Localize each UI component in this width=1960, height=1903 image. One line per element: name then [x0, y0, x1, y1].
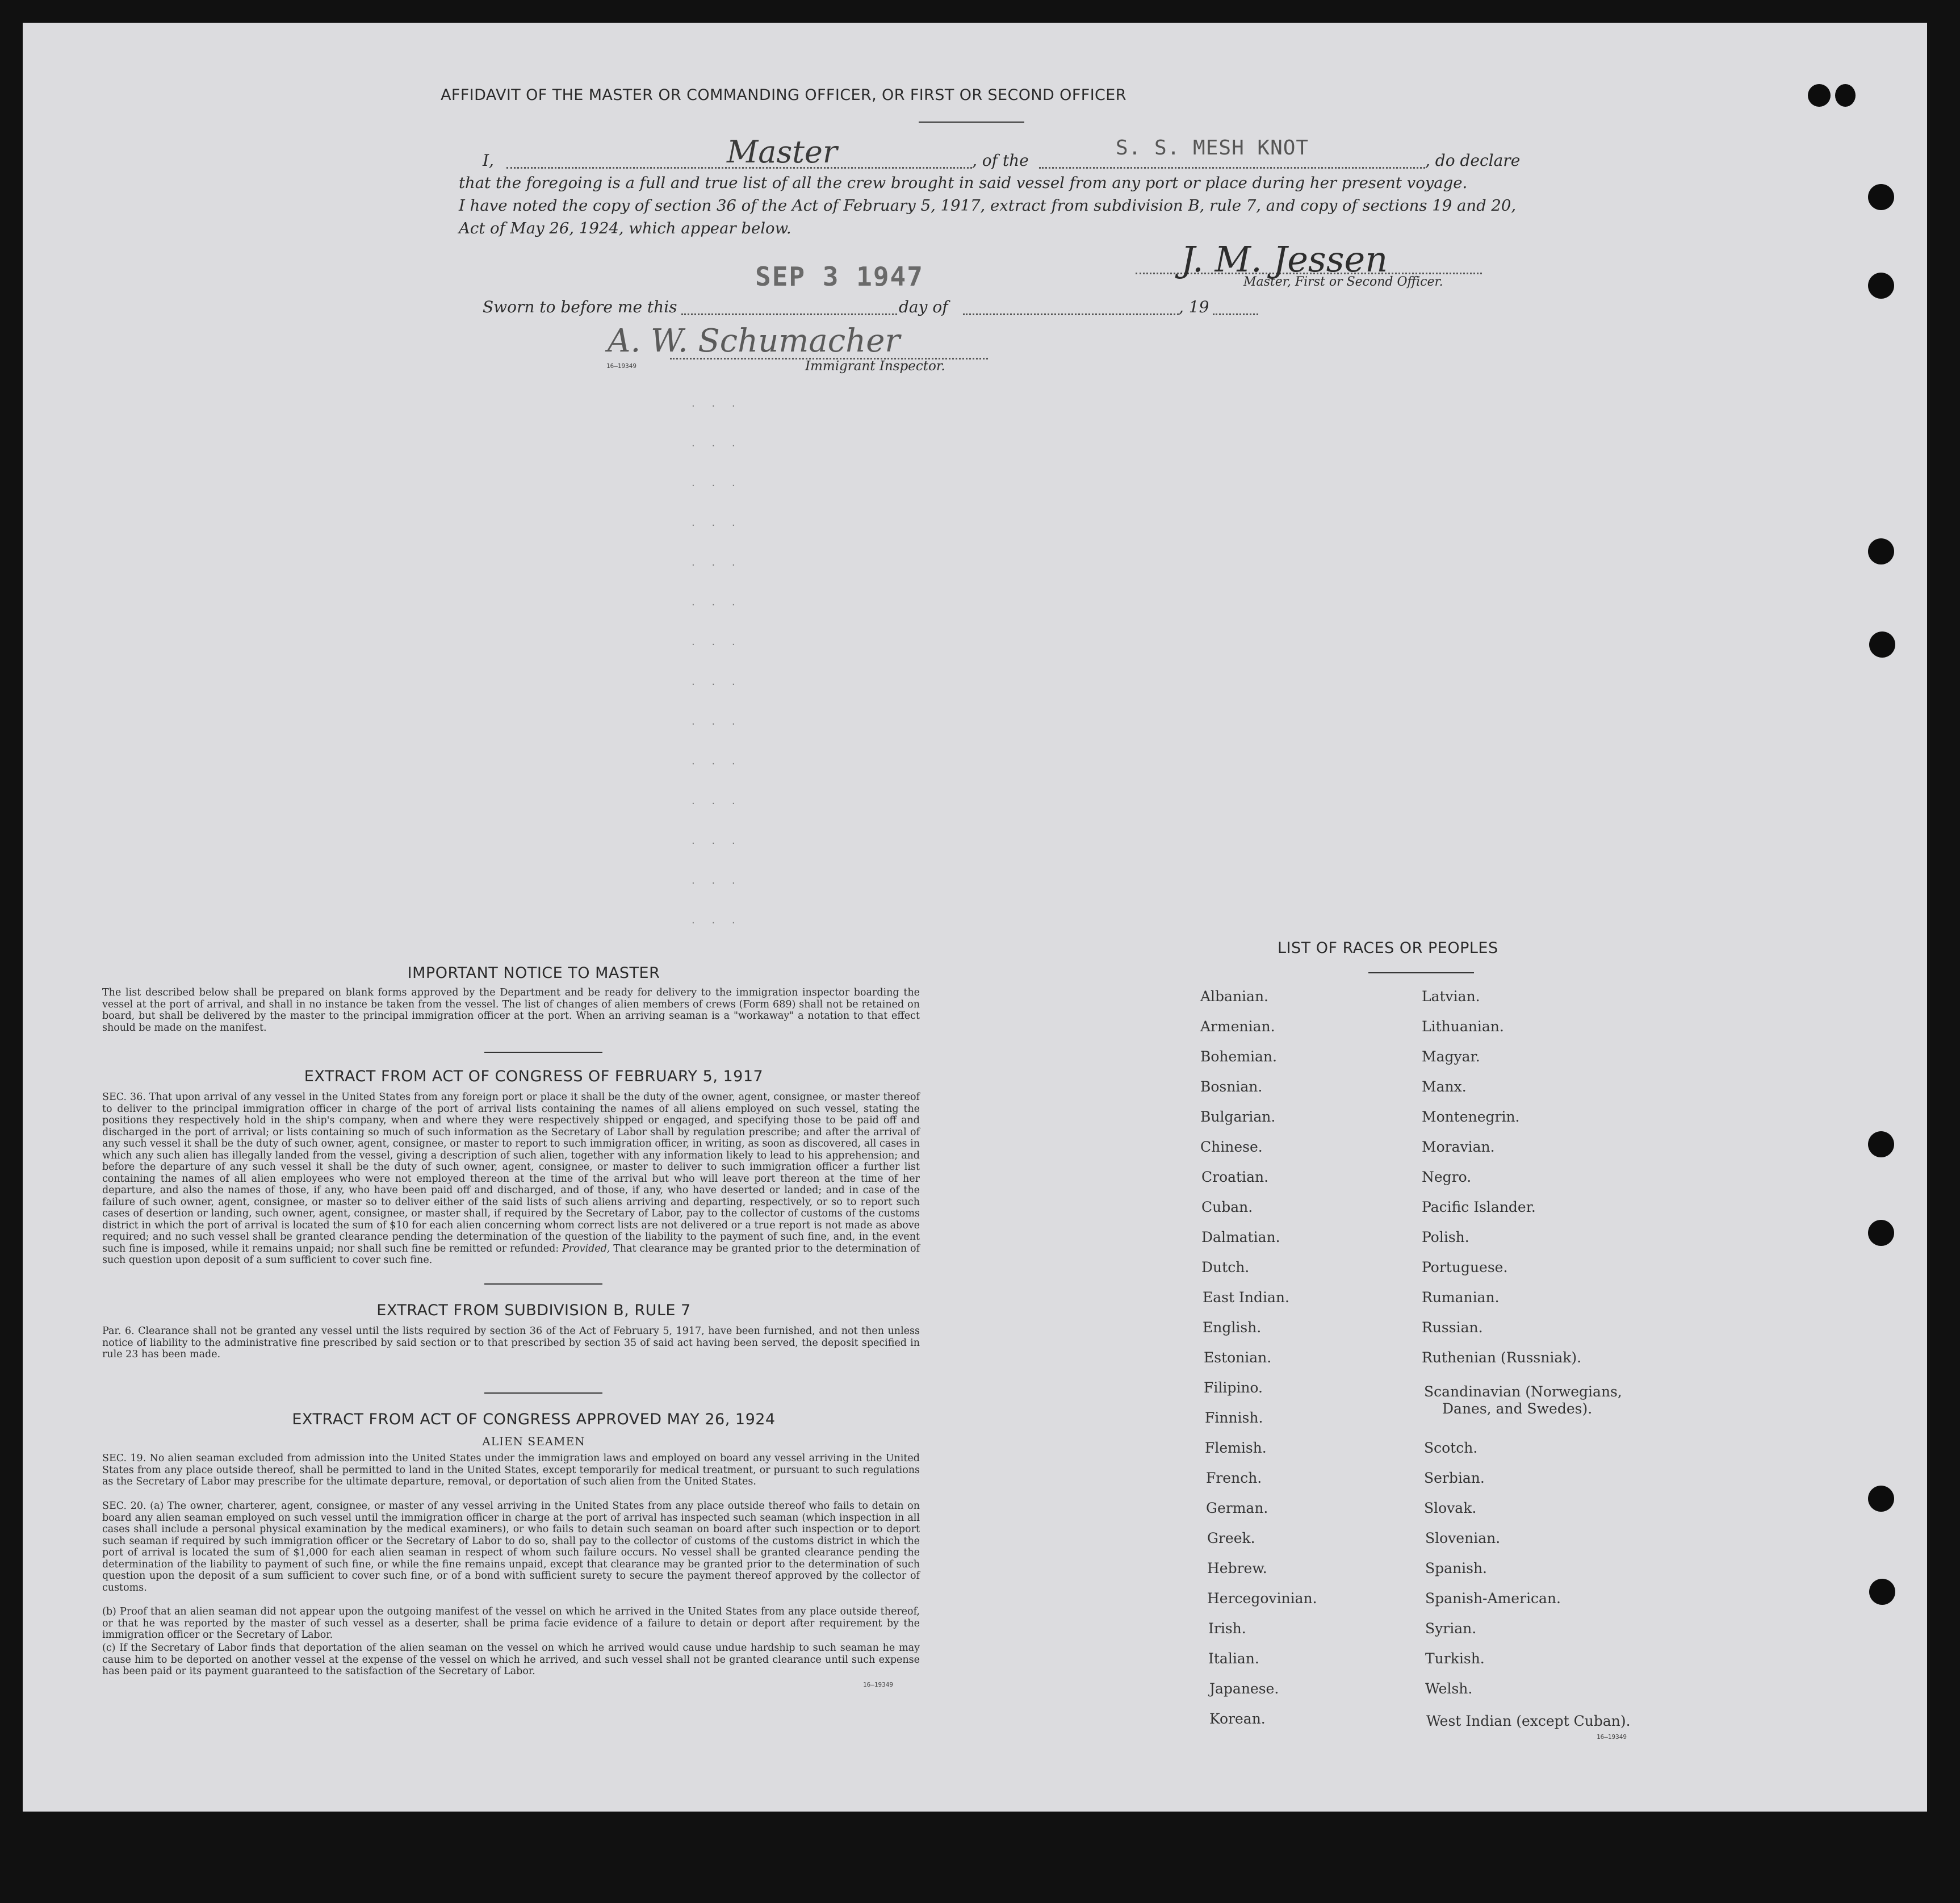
race-item: Russian. [1422, 1319, 1483, 1336]
race-item: Estonian. [1204, 1349, 1272, 1366]
race-item: Finnish. [1205, 1410, 1263, 1426]
race-item: Montenegrin. [1422, 1109, 1520, 1125]
sec-19-text: SEC. 19. No alien seaman excluded from admission into the United States under the immigration laws and employed on board any vessel arriving in the United States from any place outside thereof, shall be permitted to land in the United States, except temporarily for medical treatment, or pursuant to such regulations as the Secretary of Labor may prescribe for the ultimate departure, removal, or deportation of such alien from the United States. [102, 1453, 920, 1487]
race-item: Hercegovinian. [1207, 1590, 1317, 1607]
divider [484, 1283, 602, 1285]
race-item: Welsh. [1425, 1680, 1473, 1697]
vessel-name: S. S. MESH KNOT [1116, 136, 1309, 160]
race-item: Portuguese. [1422, 1259, 1508, 1275]
race-item: Italian. [1208, 1650, 1259, 1667]
race-item: Negro. [1422, 1169, 1472, 1185]
sworn-month-line [963, 313, 1179, 315]
form-number: 16—19349 [1597, 1733, 1627, 1741]
vessel-line [1039, 167, 1425, 169]
inspector-signature: A. W. Schumacher [608, 323, 901, 359]
i-label: I, [483, 151, 494, 170]
race-item: Cuban. [1201, 1199, 1253, 1215]
sworn-year-line [1213, 313, 1258, 315]
race-item: Latvian. [1422, 988, 1480, 1005]
punch-hole [1868, 273, 1894, 299]
notice-title: IMPORTANT NOTICE TO MASTER [407, 964, 660, 982]
race-item: Polish. [1422, 1229, 1469, 1245]
race-item: Danes, and Swedes). [1442, 1400, 1593, 1417]
race-item: Korean. [1209, 1710, 1266, 1727]
divider [919, 122, 1024, 123]
race-item: Slovak. [1424, 1500, 1477, 1516]
race-item: Irish. [1208, 1620, 1246, 1637]
race-item: Dutch. [1201, 1259, 1250, 1275]
race-item: Lithuanian. [1422, 1018, 1504, 1035]
punch-hole [1868, 1220, 1894, 1246]
rule-7-title: EXTRACT FROM SUBDIVISION B, RULE 7 [376, 1302, 691, 1319]
race-item: Slovenian. [1425, 1530, 1501, 1546]
race-item: East Indian. [1203, 1289, 1289, 1306]
race-item: Bosnian. [1200, 1078, 1263, 1095]
race-item: Moravian. [1422, 1139, 1495, 1155]
race-item: Greek. [1207, 1530, 1255, 1546]
race-item: Bulgarian. [1200, 1109, 1276, 1125]
punch-hole [1868, 1486, 1894, 1512]
sec-20a-text: SEC. 20. (a) The owner, charterer, agent, consignee, or master of any vessel arriving in the United States from any place outside thereof who fails to detain on board any alien seaman employed on such vessel until the immigration officer in charge at the port of arrival has inspected such seaman (which inspection in all cases shall include a personal physical examination by the medical examiners), or who fails to detain such seaman on board after such inspection or to deport such seaman if required by such immigration officer or the Secretary of Labor to do so, shall pay to the collector of customs of the customs district in which the port of arrival is located the sum of $1,000 for each alien seaman in respect of whom such failure occurs. No vessel shall be granted clearance pending the determination of the liability to payment of such fine, or while the fine remains unpaid, except that clearance may be granted prior to the determination of such question upon the deposit of a sum sufficient to cover such fine, or of a bond with sufficient surety to secure the payment thereof approved by the collector of customs. [102, 1500, 920, 1593]
punch-hole [1808, 84, 1831, 107]
race-item: Hebrew. [1207, 1560, 1267, 1576]
race-item: Scandinavian (Norwegians, [1424, 1383, 1622, 1400]
race-item: West Indian (except Cuban). [1426, 1713, 1631, 1729]
race-item: Filipino. [1204, 1379, 1263, 1396]
punch-hole [1869, 631, 1895, 658]
races-title: LIST OF RACES OR PEOPLES [1278, 939, 1498, 957]
sec-20b-text: (b) Proof that an alien seaman did not appear upon the outgoing manifest of the vessel on which he arrived in the United States from any place outside thereof, or that he was reported by the master of such vessel as a deserter, shall be prima facie evidence of a failure to detain or deport after requirement by the immigration officer or the Secretary of Labor. [102, 1606, 920, 1641]
do-declare: , do declare [1425, 151, 1521, 170]
divider [1368, 972, 1474, 973]
race-item: Japanese. [1209, 1680, 1279, 1697]
race-item: Scotch. [1424, 1440, 1478, 1456]
notice-text: The list described below shall be prepared on blank forms approved by the Department and be ready for delivery to the immigration inspector boarding the vessel at the port of arrival, and shall in no instance be taken from the vessel. The list of changes of alien members of crews (Form 689) shall not be retained on board, but shall be delivered by the master to the principal immigration officer at the port. When an arriving seaman is a "workaway" a notation to that effect should be made on the manifest. [102, 987, 920, 1034]
punch-hole [1835, 84, 1856, 107]
affidavit-title: AFFIDAVIT OF THE MASTER OR COMMANDING OFFICER, OR FIRST OR SECOND OFFICER [441, 86, 1126, 104]
punch-hole [1868, 184, 1894, 210]
divider [484, 1052, 602, 1053]
affidavit-line-2: that the foregoing is a full and true list of all the crew brought in said vessel from any port or place during her present voyage. [459, 174, 1468, 192]
punch-hole [1868, 538, 1894, 564]
race-item: French. [1206, 1470, 1262, 1486]
race-item: Chinese. [1200, 1139, 1263, 1155]
form-number: 16—19349 [863, 1681, 893, 1688]
rule-7-text: Par. 6. Clearance shall not be granted any vessel until the lists required by section 36 of the Act of February 5, 1917, have been furnished, and not then unless notice of liability to the administrative fine prescribed by said section or to that prescribed by section 35 of said act having been served, the deposit specified in rule 23 has been made. [102, 1325, 920, 1360]
race-item: Turkish. [1425, 1650, 1485, 1667]
race-item: Rumanian. [1422, 1289, 1500, 1306]
form-sheet: AFFIDAVIT OF THE MASTER OR COMMANDING OFFICER, OR FIRST OR SECOND OFFICER I, Master , of the S. S. MESH KNOT , do declare that the foregoing is a full and true list of all the crew brought in said vessel from any port or place during her present voyage. I have noted the copy of section 36 of the Act of February 5, 1917, extract from subdivision B, rule 7, and copy of sections 19 and 20, Act of May 26, 1924, which appear below. SEP 3 1947 J. M. Jessen Master, First or Second Officer. Sworn to before me this day of , 19 A. W. Schumacher 16—19349 Immigrant Inspector. . . . . . . . . . . . . . . . . . . . . . . . . . . . . . . . . . . . . . . . . . . IMPORTANT NOTICE TO MASTER The list described below shall be prepared on blank forms approved by the Department and be ready for delivery to the immigration inspector boarding the vessel at the port of arrival, and shall in no instance be taken from the vessel. The list of changes of alien members of crews (Form 689) shall not be retained on board, but shall be delivered by the master to the principal immigration officer at the port. When an arriving seaman is a "workaway" a notation to that effect should be made on the manifest. EXTRACT FROM ACT OF CONGRESS OF FEBRUARY 5, 1917 SEC. 36. That upon arrival of any vessel in the United States from any foreign port or place it shall be the duty of the owner, agent, consignee, or master thereof to deliver to the principal immigration officer in charge of the port of arrival lists containing the names of all aliens employed on such vessel, stating the positions they respectively hold in the ship's company, when and where they were respectively shipped or engaged, and specifying those to be paid off and discharged in the port of arrival; or lists containing so much of such information as the Secretary of Labor shall by regulation prescribe; and after the arrival of any such vessel it shall be the duty of such owner, agent, consignee, or master to report to such immigration officer, in writing, as soon as discovered, all cases in which any such alien has illegally landed from the vessel, giving a description of such alien, together with any information likely to lead to his apprehension; and before the departure of any such vessel it shall be the duty of such owner, agent, consignee, or master to deliver to such immigration officer a further list containing the names of all alien employees who were not employed thereon at the time of the arrival but who will leave port thereon at the time of her departure, and also the names of those, if any, who have been paid off and discharged, and of those, if any, who have deserted or landed; and in case of the failure of such owner, agent, consignee, or master so to deliver either of the said lists of such aliens arriving and departing, respectively, or so to report such cases of desertion or landing, such owner, agent, consignee, or master shall, if required by the Secretary of Labor, pay to the collector of customs of the customs district in which the port of arrival is located the sum of $10 for each alien concerning whom correct lists are not delivered or a true report is not made as above required; and no such vessel shall be granted clearance pending the determination of the question of the liability to the payment of such fine, and, in the event such fine is imposed, while it remains unpaid; nor shall such fine be remitted or refunded: Provided, That clearance may be granted prior to the determination of such question upon deposit of a sum sufficient to cover such fine. EXTRACT FROM SUBDIVISION B, RULE 7 Par. 6. Clearance shall not be granted any vessel until the lists required by section 36 of the Act of February 5, 1917, have been furnished, and not then unless notice of liability to the administrative fine prescribed by said section or to that prescribed by section 35 of said act having been served, the deposit specified in rule 23 has been made. EXTRACT FROM ACT OF CONGRESS APPROVED MAY 26, 1924 ALIEN SEAMEN SEC. 19. No alien seaman excluded from admission into the United States under the immigration laws and employed on board any vessel arriving in the United States from any place outside thereof, shall be permitted to land in the United States, except temporarily for medical treatment, or pursuant to such regulations as the Secretary of Labor may prescribe for the ultimate departure, removal, or deportation of such alien from the United States. SEC. 20. (a) The owner, charterer, agent, consignee, or master of any vessel arriving in the United States from any place outside thereof who fails to detain on board any alien seaman employed on such vessel until the immigration officer in charge at the port of arrival has inspected such seaman (which inspection in all cases shall include a personal physical examination by the medical examiners), or who fails to detain such seaman on board after such inspection or to deport such seaman if required by such immigration officer or the Secretary of Labor to do so, shall pay to the collector of customs of the customs district in which the port of arrival is located the sum of $1,000 for each alien seaman in respect of whom such failure occurs. No vessel shall be granted clearance pending the determination of the liability to payment of such fine, or while the fine remains unpaid, except that clearance may be granted prior to the determination of such question upon the deposit of a sum sufficient to cover such fine, or of a bond with sufficient surety to secure the payment thereof approved by the collector of customs. (b) Proof that an alien seaman did not appear upon the outgoing manifest of the vessel on which he arrived in the United States from any place outside thereof, or that he was reported by the master of such vessel as a deserter, shall be prima facie evidence of a failure to detain or deport after requirement by the immigration officer or the Secretary of Labor. (c) If the Secretary of Labor finds that deportation of the alien seaman on the vessel on which he arrived would cause undue hardship to such seaman he may cause him to be deported on another vessel at the expense of the vessel on which he arrived, and such vessel shall not be granted clearance until such expense has been paid or its payment guaranteed to the satisfaction of the Secretary of Labor. 16—19349 LIST OF RACES OR PEOPLES Albanian. Armenian. Bohemian. Bosnian. Bulgarian. Chinese. Croatian. Cuban. Dalmatian. Dutch. East Indian. English. Estonian. Filipino. Finnish. Flemish. French. German. Greek. Hebrew. Hercegovinian. Irish. Italian. Japanese. Korean. Latvian. Lithuanian. Magyar. Manx. Montenegrin. Moravian. Negro. Pacific Islander. Polish. Portuguese. Rumanian. Russian. Ruthenian (Russniak). Scandinavian (Norwegians, Danes, and Swedes). Scotch. Serbian. Slovak. Slovenian. Spanish. Spanish-American. Syrian. Turkish. Welsh. West Indian (except Cuban). 16—19349 [23, 23, 1927, 1812]
date-stamp: SEP 3 1947 [755, 261, 924, 292]
affidavit-line-4: Act of May 26, 1924, which appear below. [459, 219, 791, 237]
sworn-label: Sworn to before me this [483, 298, 677, 316]
master-signature: J. M. Jessen [1181, 239, 1388, 280]
race-item: Dalmatian. [1201, 1229, 1280, 1245]
year-label: , 19 [1179, 298, 1209, 316]
punch-hole [1868, 1131, 1894, 1157]
inspector-caption: Immigrant Inspector. [805, 359, 945, 374]
rank-handwritten: Master [727, 134, 837, 170]
race-item: Syrian. [1425, 1620, 1477, 1637]
master-caption: Master, First or Second Officer. [1243, 275, 1443, 289]
race-item: Bohemian. [1200, 1048, 1277, 1065]
extract-1917-text: SEC. 36. That upon arrival of any vessel in the United States from any foreign port or place it shall be the duty of the owner, agent, consignee, or master thereof to deliver to the principal immigration officer in charge of the port of arrival lists containing the names of all aliens employed on such vessel, stating the positions they respectively hold in the ship's company, when and where they were respectively shipped or engaged, and specifying those to be paid off and discharged in the port of arrival; or lists containing so much of such information as the Secretary of Labor shall by regulation prescribe; and after the arrival of any such vessel it shall be the duty of such owner, agent, consignee, or master to report to such immigration officer, in writing, as soon as discovered, all cases in which any such alien has illegally landed from the vessel, giving a description of such alien, together with any information likely to lead to his apprehension; and before the departure of any such vessel it shall be the duty of such owner, agent, consignee, or master to deliver to such immigration officer a further list containing the names of all alien employees who were not employed thereon at the time of the arrival but who will leave port thereon at the time of her departure, and also the names of those, if any, who have been paid off and discharged, and of those, if any, who have deserted or landed; and in case of the failure of such owner, agent, consignee, or master so to deliver either of the said lists of such aliens arriving and departing, respectively, or so to report such cases of desertion or landing, such owner, agent, consignee, or master shall, if required by the Secretary of Labor, pay to the collector of customs of the customs district in which the port of arrival is located the sum of $10 for each alien concerning whom correct lists are not delivered or a true report is not made as above required; and no such vessel shall be granted clearance pending the determination of the question of the liability to the payment of such fine, and, in the event such fine is imposed, while it remains unpaid; nor shall such fine be remitted or refunded: Provided, That clearance may be granted prior to the determination of such question upon deposit of a sum sufficient to cover such fine. [102, 1091, 920, 1266]
race-item: Magyar. [1422, 1048, 1480, 1065]
sec-20c-text: (c) If the Secretary of Labor finds that deportation of the alien seaman on the vessel on which he arrived would cause undue hardship to such seaman he may cause him to be deported on another vessel at the expense of the vessel on which he arrived, and such vessel shall not be granted clearance until such expense has been paid or its payment guaranteed to the satisfaction of the Secretary of Labor. [102, 1642, 920, 1677]
affidavit-line-3: I have noted the copy of section 36 of the Act of February 5, 1917, extract from subdivision B, rule 7, and copy of sections 19 and 20, [459, 196, 1517, 215]
race-item: Ruthenian (Russniak). [1422, 1349, 1582, 1366]
race-item: German. [1206, 1500, 1268, 1516]
race-item: Serbian. [1424, 1470, 1485, 1486]
day-of-label: day of [899, 298, 948, 316]
race-item: Armenian. [1200, 1018, 1275, 1035]
punch-hole [1869, 1579, 1895, 1605]
form-number: 16—19349 [606, 362, 636, 370]
race-item: Manx. [1422, 1078, 1467, 1095]
extract-1917-title: EXTRACT FROM ACT OF CONGRESS OF FEBRUARY 5, 1917 [304, 1068, 764, 1085]
of-the-label: , of the [972, 151, 1029, 170]
race-item: Pacific Islander. [1422, 1199, 1536, 1215]
sworn-day-line [681, 313, 897, 315]
race-item: Spanish. [1425, 1560, 1488, 1576]
race-item: Spanish-American. [1425, 1590, 1561, 1607]
extract-1924-title: EXTRACT FROM ACT OF CONGRESS APPROVED MAY 26, 1924 [292, 1411, 776, 1428]
alien-seamen-subtitle: ALIEN SEAMEN [482, 1434, 585, 1448]
race-item: English. [1203, 1319, 1262, 1336]
race-item: Croatian. [1201, 1169, 1269, 1185]
race-item: Albanian. [1200, 988, 1269, 1005]
divider [484, 1392, 602, 1394]
race-item: Flemish. [1205, 1440, 1267, 1456]
